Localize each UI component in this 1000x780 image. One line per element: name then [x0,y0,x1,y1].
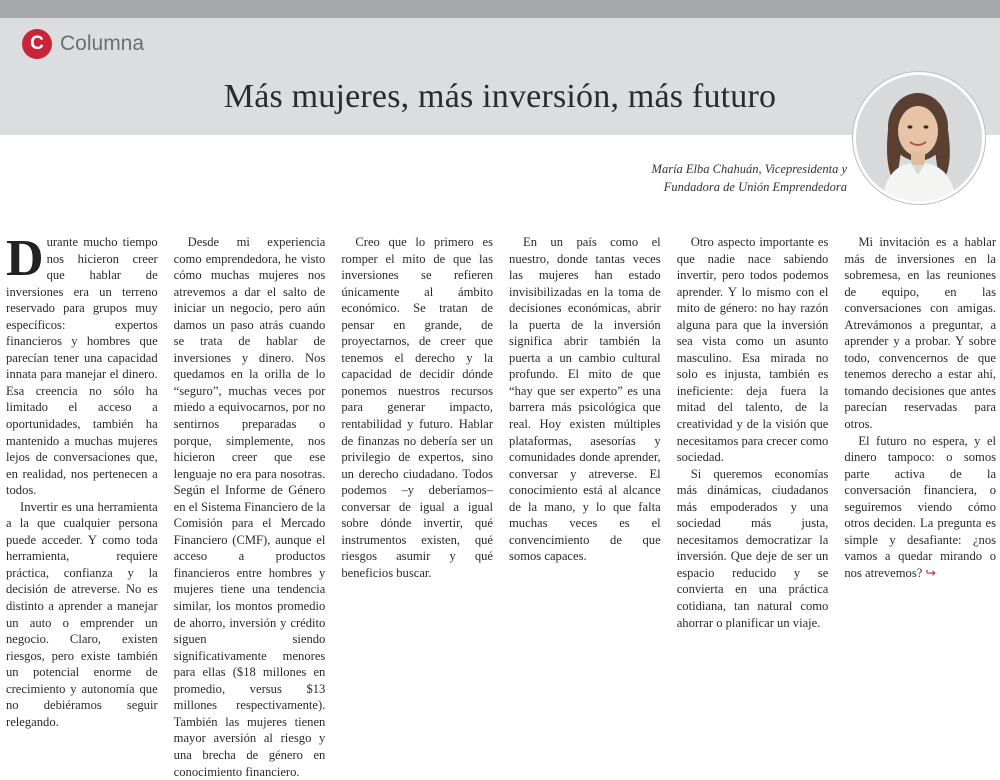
article-paragraph: Otro aspecto importante es que nadie nace sabiendo invertir, pero todos podemos aprender. Y lo mismo con el mito de género: no hay razón alguna para que la inversión sea vista como un asunto masculino. Esa mirada no solo es injusta, también es ineficiente: deja fuera la mitad del talento, de la creatividad y de la visión que necesitamos para crecer como sociedad. [676,235,829,465]
article-column-6 [844,234,996,594]
article-column-1 [6,230,158,729]
article-paragraph: El futuro no espera, y el dinero tampoco: o somos parte activa de la conversación financiera, o seguiremos viendo cómo otros deciden. La pregunta es simple y desafiante: ¿nos vamos a quedar mirando o nos atrevemos? ↪ [844,433,997,580]
section-tag [22,28,144,60]
byline-role: Fundadora de Unión Emprendedora [663,180,847,194]
article-headline: Más mujeres, más inversión, más futuro [223,78,777,115]
article-column-2 [173,234,326,779]
article-paragraph: En un país como el nuestro, donde tantas veces las mujeres han estado invisibilizadas en la toma de decisiones económicas, abrir la puerta de la inversión significa abrir también la puerta a un cambio cultural profundo. El mito de que “hay que ser experto” es una barrera más psicológica que real. Hoy existen múltiples plataformas, asesorías y comunidades donde aprender, conversar y atreverse. El conocimiento está al alcance de la mano, y lo que falta muchas veces es el convencimiento de que somos capaces. [509,235,661,564]
section-badge-icon: C [22,29,52,59]
article-paragraph: Durante mucho tiempo nos hicieron creer que hablar de inversiones era un terreno reservado para grupos muy específicos: expertos financieros y hombres que parecían tener una capacidad innata para manejar el dinero. Esa creencia no sólo ha limitado el acceso a oportunidades, también ha mantenido a muchas mujeres lejos de conversaciones que, en realidad, nos pertenecen a todos. [6,230,158,498]
author-portrait-icon [853,72,985,204]
article-paragraph: Mi invitación es a hablar más de inversiones en la sobremesa, en las reuniones de equipo, en las conversaciones con amigas. Atrevámonos a preguntar, a aprender y a probar. Y sobre todo, convencernos de que tenemos derecho a estar ahí, tomando decisiones que antes parecían reservadas para otros. [844,235,997,432]
drop-cap: D [6,230,44,287]
article-column-5 [676,234,829,630]
top-bar [0,0,1000,18]
article-column-3 [341,234,493,594]
byline-author: María Elba Chahuán, Vicepresidenta y [651,162,847,176]
article-paragraph: Desde mi experiencia como emprendedora, he visto cómo muchas mujeres nos atrevemos a dar el salto de iniciar un negocio, pero aún damos un paso atrás cuando se trata de hablar de inversiones y dinero. Nos quedamos en la orilla de lo “seguro”, muchas veces por miedo a equivocarnos, por no sentirnos preparadas o porque, simplemente, nos hicieron creer que ese lenguaje no era para nosotras. Según el Informe de Género en el Sistema Financiero de la Comisión para el Mercado Financiero (CMF), aunque el acceso a productos financieros entre hombres y mujeres tiene una tendencia similar, los montos promedio de ahorro, inversión y crédito siguen siendo significativamente menores para ellas ($18 millones en promedio, versus $13 millones respectivamente). También las mujeres tienen mayor aversión al riesgo y una brecha de género en conocimiento financiero. [173,235,326,779]
article-column-4 [509,234,661,594]
article-paragraph: Si queremos economías más dinámicas, ciudadanos más empoderados y una sociedad más justa, necesitamos democratizar la inversión. Que deje de ser un espacio reducido y se convierta en una práctica cotidiana, tan natural como ahorrar o planificar un viaje. [676,466,829,630]
end-mark-icon: ↪ [925,565,937,580]
byline [652,160,847,196]
article-paragraph: Creo que lo primero es romper el mito de que las inversiones se refieren únicamente al ámbito económico. Se tratan de pensar en grande, de proyectarnos, de creer que tenemos el derecho y la capacidad de decidir dónde ponemos nuestros recursos para generar impacto, rentabilidad y futuro. Hablar de finanzas no debería ser un privilegio de expertos, sino un derecho ciudadano. Todos podemos –y deberíamos– conversar de igual a igual sobre dónde invertir, qué instrumentos existen, qué riesgos asumir y qué beneficios buscar. [341,235,494,580]
article-body [6,230,997,779]
header-banner [0,18,1000,135]
article-paragraph: Invertir es una herramienta a la que cualquier persona puede acceder. Y como toda herramienta, requiere práctica, confianza y la decisión de atreverse. No es distinto a aprender a manejar un auto o emprender un negocio. Claro, existen riesgos, pero existe también un potencial enorme de crecimiento y autonomía que no debiéramos seguir relegando. [6,499,158,729]
section-label: Columna [60,32,145,55]
